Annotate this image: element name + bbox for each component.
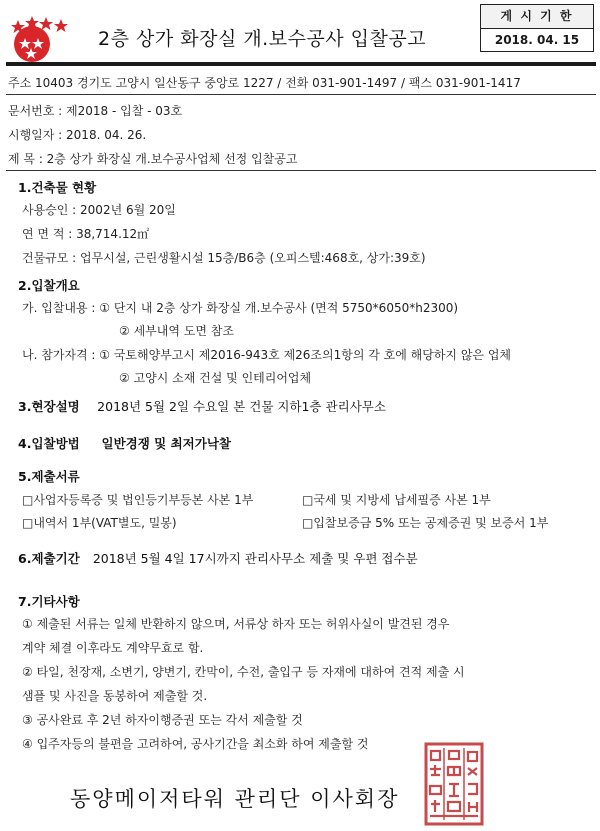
section-heading-label: 6.제출기간 <box>18 551 80 566</box>
posting-period-box <box>480 4 594 52</box>
checklist-item: □국세 및 지방세 납세필증 사본 1부 <box>302 493 491 507</box>
section-line: ② 타일, 천장재, 소변기, 양변기, 칸막이, 수전, 출입구 등 자재에 대하여 견적 제출 시 <box>22 665 465 679</box>
section-line: ① 제출된 서류는 일체 반환하지 않으며, 서류상 하자 또는 허위사실이 발견된 경우 <box>22 617 450 631</box>
section-heading: 7.기타사항 <box>18 594 80 609</box>
section-heading-text: 2018년 5월 2일 수요일 본 건물 지하1층 관리사무소 <box>97 399 386 414</box>
section-heading-label: 4.입찰방법 <box>18 436 80 451</box>
checklist-item: □입찰보증금 5% 또는 공제증권 및 보증서 1부 <box>302 516 549 530</box>
official-seal-icon <box>424 742 484 826</box>
section-line: 사용승인 : 2002년 6월 20일 <box>22 203 176 217</box>
section-heading-label: 3.현장설명 <box>18 399 80 414</box>
section-line: 계약 체결 이후라도 계약무효로 함. <box>22 641 204 655</box>
section-heading: 5.제출서류 <box>18 469 80 484</box>
section-line: 가. 입찰내용 : ① 단지 내 2층 상가 화장실 개.보수공사 (면적 5750*6050*h2300) <box>22 301 459 315</box>
issue-date: 시행일자 : 2018. 04. 26. <box>8 128 147 142</box>
subject-divider <box>6 170 596 171</box>
section-line: ④ 입주자등의 불편을 고려하여, 공사기간을 최소화 하여 제출할 것 <box>22 737 369 751</box>
logo-star <box>39 17 53 30</box>
section-line: 연 면 적 : 38,714.12㎡ <box>22 227 150 241</box>
header-divider <box>6 62 596 66</box>
contact-divider <box>6 94 596 95</box>
section-heading-text: 2018년 5월 4일 17시까지 관리사무소 제출 및 우편 접수분 <box>92 551 418 566</box>
contact-line: 주소 10403 경기도 고양시 일산동구 중앙로 1227 / 전화 031-901-1497 / 팩스 031-901-1417 <box>8 76 521 90</box>
subject: 제 목 : 2층 상가 화장실 개.보수공사업체 선정 입찰공고 <box>8 152 298 166</box>
section-heading-text: 일반경쟁 및 최저가낙찰 <box>101 436 231 451</box>
section-line: 나. 참가자격 : ① 국토해양부고시 제2016-943호 제26조의1항의 각 호에 해당하지 않은 업체 <box>22 348 512 362</box>
logo-star <box>54 19 68 32</box>
section-line: ③ 공사완료 후 2년 하자이행증권 또는 각서 제출할 것 <box>22 713 303 727</box>
signature-line: 동양메이저타워 관리단 이사회장 <box>70 787 400 811</box>
section-heading <box>18 434 231 452</box>
page-title: 2층 상가 화장실 개.보수공사 입찰공고 <box>98 28 427 50</box>
section-line: 건물규모 : 업무시설, 근린생활시설 15층/B6층 (오피스텔:468호, 상가:39호) <box>22 251 426 265</box>
section-line: ② 세부내역 도면 참조 <box>119 324 234 338</box>
section-heading <box>18 549 418 567</box>
section-line: 샘플 및 사진을 동봉하여 제출할 것. <box>22 689 208 703</box>
section-heading <box>18 397 386 415</box>
section-heading: 2.입찰개요 <box>18 278 80 293</box>
posting-period-label: 게 시 기 한 <box>481 5 593 29</box>
checklist-item: □내역서 1부(VAT별도, 밀봉) <box>22 516 177 530</box>
section-heading: 1.건축물 현황 <box>18 180 97 195</box>
checklist-item: □사업자등록증 및 법인등기부등본 사본 1부 <box>22 493 254 507</box>
doc-number: 문서번호 : 제2018 - 입찰 - 03호 <box>8 104 183 118</box>
posting-period-date: 2018. 04. 15 <box>494 33 580 47</box>
logo-icon <box>8 14 74 64</box>
section-line: ② 고양시 소재 건설 및 인테리어업체 <box>119 371 312 385</box>
